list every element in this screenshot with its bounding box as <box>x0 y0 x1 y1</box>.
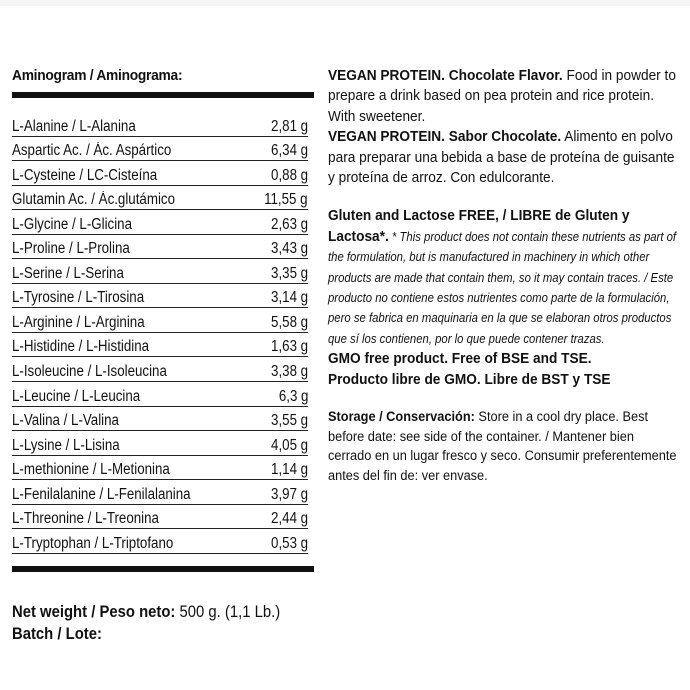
aminogram-row <box>12 188 314 213</box>
aminogram-row <box>12 286 314 311</box>
amino-acid-amount: 3,38 g <box>270 363 308 381</box>
amino-acid-amount: 3,35 g <box>270 264 308 282</box>
row-underline <box>12 455 308 456</box>
row-underline <box>12 185 308 186</box>
row-underline <box>12 307 308 308</box>
gmo-statement-english: GMO free product. Free of BSE and TSE. <box>328 350 592 368</box>
gmo-statement-spanish: Producto libre de GMO. Libre de BST y TSE <box>328 370 611 388</box>
aminogram-row <box>12 237 314 262</box>
aminogram-rows <box>12 114 314 556</box>
aminogram-row <box>12 531 314 556</box>
amino-acid-name: L-methionine / L-Metionina <box>12 461 170 479</box>
row-underline <box>12 283 308 284</box>
description-english-heading: VEGAN PROTEIN. Chocolate Flavor. <box>328 67 563 84</box>
aminogram-row <box>12 139 314 164</box>
amino-acid-name: Glutamin Ac. / Ác.glutámico <box>12 191 175 209</box>
allergen-statement <box>328 206 678 349</box>
amino-acid-name: L-Threonine / L-Treonina <box>12 510 159 528</box>
net-weight-label: Net weight / Peso neto: <box>12 603 176 621</box>
amino-acid-amount: 2,63 g <box>270 215 308 233</box>
amino-acid-name: L-Valina / L-Valina <box>12 412 119 430</box>
row-underline <box>12 504 308 505</box>
aminogram-row <box>12 384 314 409</box>
amino-acid-amount: 6,34 g <box>270 142 308 160</box>
aminogram-row <box>12 409 314 434</box>
aminogram-row <box>12 507 314 532</box>
net-weight-value: 500 g. (1,1 Lb.) <box>175 603 281 621</box>
row-underline <box>12 381 308 382</box>
package-footer <box>12 601 310 645</box>
amino-acid-amount: 3,14 g <box>270 289 308 307</box>
amino-acid-name: L-Glycine / L-Glicina <box>12 215 133 233</box>
amino-acid-name: L-Serine / L-Serina <box>12 264 124 282</box>
amino-acid-name: Aspartic Ac. / Ác. Aspártico <box>12 142 172 160</box>
storage-heading: Storage / Conservación: <box>328 409 475 426</box>
amino-acid-name: L-Fenilalanine / L-Fenilalanina <box>12 485 191 503</box>
row-underline <box>12 406 308 407</box>
amino-acid-name: L-Tryptophan / L-Triptofano <box>12 534 174 552</box>
amino-acid-name: L-Isoleucine / L-Isoleucina <box>12 363 167 381</box>
aminogram-row <box>12 458 314 483</box>
allergen-heading: Gluten and Lactose FREE, / LIBRE de Gluten y Lactosa*. <box>328 207 630 245</box>
description-english-text: Food in powder to prepare a drink based on pea protein and rice protein. With sweetener. <box>328 67 676 125</box>
top-edge-strip <box>0 0 690 6</box>
aminogram-table <box>12 66 314 556</box>
aminogram-row <box>12 433 314 458</box>
amino-acid-amount: 0,88 g <box>270 166 308 184</box>
row-underline <box>12 356 308 357</box>
batch-label: Batch / Lote: <box>12 625 102 643</box>
amino-acid-name: L-Alanine / L-Alanina <box>12 117 136 135</box>
storage-text: Store in a cool dry place. Best before date: see side of the container. / Mantener bien cerrado en un lugar fresco y seco. Consumir preferentemente antes del fin de: ver envase. <box>328 409 677 484</box>
product-description <box>328 66 678 486</box>
aminogram-top-divider <box>12 92 314 98</box>
amino-acid-amount: 11,55 g <box>264 191 308 209</box>
row-underline <box>12 136 308 137</box>
row-underline <box>12 209 308 210</box>
row-underline <box>12 553 308 554</box>
amino-acid-name: L-Cysteine / LC-Cisteína <box>12 166 158 184</box>
description-spanish-text: Alimento en polvo para preparar una bebida a base de proteína de guisante y proteína de arroz. Con edulcorante. <box>328 128 675 187</box>
amino-acid-amount: 6,3 g <box>278 387 308 405</box>
amino-acid-name: L-Proline / L-Prolina <box>12 240 130 258</box>
row-underline <box>12 528 308 529</box>
amino-acid-amount: 3,97 g <box>270 485 308 503</box>
aminogram-row <box>12 261 314 286</box>
aminogram-row <box>12 359 314 384</box>
description-spanish-heading: VEGAN PROTEIN. Sabor Chocolate. <box>328 128 562 146</box>
storage-instructions <box>328 408 678 486</box>
row-underline <box>12 479 308 480</box>
amino-acid-name: L-Leucine / L-Leucina <box>12 387 141 405</box>
aminogram-row <box>12 163 314 188</box>
amino-acid-amount: 2,44 g <box>270 510 308 528</box>
amino-acid-name: L-Lysine / L-Lisina <box>12 436 120 454</box>
amino-acid-amount: 0,53 g <box>270 534 308 552</box>
row-underline <box>12 258 308 259</box>
row-underline <box>12 332 308 333</box>
amino-acid-amount: 5,58 g <box>270 313 308 331</box>
amino-acid-amount: 1,14 g <box>270 461 308 479</box>
net-weight-line <box>12 601 280 623</box>
allergen-note: * This product does not contain these nutrients as part of the formulation, but is manufactured in machinery in which other products are made that contain them, so it may contain traces. / Este producto no contiene estos nutrientes como parte de la formulación, pero se fabrica en maquinaria en la que se elaboran otros productos que sí los contienen, por lo que puede contener trazas. <box>328 229 677 346</box>
aminogram-row <box>12 335 314 360</box>
aminogram-row <box>12 114 314 139</box>
row-underline <box>12 160 308 161</box>
aminogram-bottom-divider <box>12 566 314 572</box>
aminogram-row <box>12 212 314 237</box>
amino-acid-name: L-Arginine / L-Arginina <box>12 313 145 331</box>
amino-acid-amount: 1,63 g <box>270 338 308 356</box>
amino-acid-amount: 4,05 g <box>270 436 308 454</box>
amino-acid-name: L-Tyrosine / L-Tirosina <box>12 289 145 307</box>
row-underline <box>12 234 308 235</box>
aminogram-title: Aminogram / Aminograma: <box>12 67 183 84</box>
amino-acid-amount: 3,55 g <box>270 412 308 430</box>
amino-acid-name: L-Histidine / L-Histidina <box>12 338 150 356</box>
description-english <box>328 66 678 127</box>
amino-acid-amount: 2,81 g <box>270 117 308 135</box>
aminogram-row <box>12 310 314 335</box>
description-spanish <box>328 127 678 188</box>
row-underline <box>12 430 308 431</box>
amino-acid-amount: 3,43 g <box>270 240 308 258</box>
aminogram-row <box>12 482 314 507</box>
